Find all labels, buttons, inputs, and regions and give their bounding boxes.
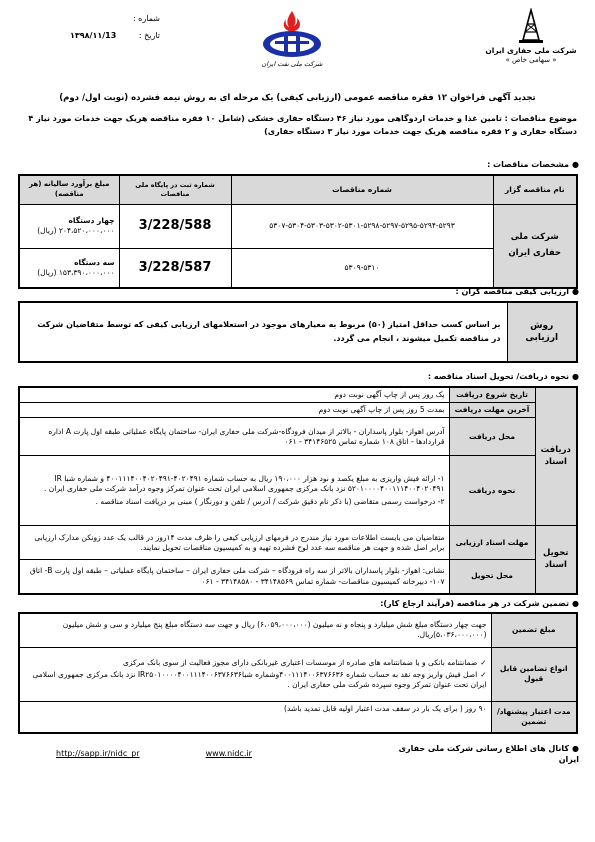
reg-num-1: 3/228/588 [119,204,231,248]
validity-value: ۹۰ روز ( برای یک بار در سقف مدت اعتبار اولیه قابل تمدید باشد) [19,701,491,733]
guarantee-types-label: انواع تضامین قابل قبول [491,647,577,701]
eval-deadline-value: متقاضیان می بایست اطلاعات مورد نیاز مندرج در فرمهای ارزیابی کیفی را ظرف مدت ۱۴روز در قالب یک عدد زونکن مدارک ارزیابی برابر اصل شده و جهت هر مناقصه سه عدد لوح فشرده تهیه و به کمیسیون مناقصات تحویل نمایند. [19,526,449,560]
tender-nums-2: ۵۳۰۹-۵۳۱۰ [231,248,493,288]
guarantee-amount-value: جهت چهار دستگاه مبلغ شش میلیارد و پنجاه و نه میلیون (۶،۰۵۹،۰۰۰،۰۰۰) ریال و جهت سه دستگاه مبلغ پنج میلیارد و سی و شش میلیون (۵،۰۳۶،۰۰۰،۰۰۰)ریال. [19,613,491,647]
rigs-1: چهار دستگاه [68,215,115,225]
docs-table [18,386,578,595]
guarantee-type-1: ✓ضمانتنامه بانکی و یا ضمانتنامه های صادره از موسسات اعتباری غیربانکی دارای مجوز فعالیت از سوی بانک مرکزی [122,657,487,667]
subject-label: موضوع مناقصات : [504,114,577,123]
guarantee-types-value [19,647,491,701]
method-value [19,456,449,526]
header-tender-nums: شماره مناقصات [231,175,493,204]
place-value: آدرس اهواز- بلوار پاسداران - بالاتر از میدان فرودگاه-شرکت ملی حفاری ایران- ساختمان پایگاه عملیاتی طبقه اول پارت A اداره قراردادها - اتاق ۱۰۸ شماره تماس ۳۴۱۴۶۵۲۵ - ۰۶۱ [19,418,449,456]
website-link[interactable]: www.nidc.ir [205,749,252,759]
company-type: « سهامی خاص » [505,56,557,65]
org-name: شرکت ملی حفاری ایران [493,204,577,288]
guarantee-table [18,612,578,734]
evaluation-text: بر اساس کسب حداقل امتیاز (۵۰) مربوط به معیارهای موجود در استعلامهای ارزیابی کیفی که توسط متقاضیان شرکت در مناقصه تکمیل میشوند ، انجام می گردد. [19,302,507,362]
deadline-label: آخرین مهلت دریافت [449,403,535,418]
number-label: شماره : [132,14,160,23]
deliver-place-label: محل تحویل [449,560,535,594]
company-name: شرکت ملی حفاری ایران [485,46,577,55]
deliver-place-value: نشانی: اهواز- بلوار پاسداران بالاتر از سه راه فرودگاه – شرکت ملی حفاری ایران – ساختمان پایگاه عملیاتی – طبقه اول پارت B- اتاق ۱۰۷- دبیرخانه کمیسیون مناقصات- شماره تماس ۳۴۱۴۸۵۶۹ - ۳۴۱۴۸۵۸۰ - ۰۶۱ [19,560,449,594]
place-label: محل دریافت [449,418,535,456]
guarantee-amount-label: مبلغ تضمین [491,613,577,647]
receive-group-label: دریافت اسناد [535,387,577,526]
subject-paragraph [18,113,577,139]
validity-label: مدت اعتبار پیشنهاد/ تضمین [491,701,577,733]
method-item-2: ۲- درخواست رسمی متقاضی (با ذکر نام دقیق شرکت / آدرس / تلفن و دورنگار ) مبنی بر دریافت اسناد مناقصه . [95,497,445,507]
deadline-value: بمدت 5 روز پس از چاپ آگهی نوبت دوم [19,403,449,418]
guarantee-type-2: ✓اصل فیش واریز وجه نقد به حساب شماره ۴۰۰۱۱۱۴۰۰۶۳۷۶۶۳۶وشماره شباIR۲۵۰۱۰۰۰۰۴۰۰۱۱۱۴۰۰۶۳۷۶۶۳۶ نزد بانک مرکزی جمهوری اسلامی ایران تحت عنوان تمرکز وجوه سپرده شرکت ملی حفاری ایران . [32,669,487,690]
check-icon: ✓ [480,657,487,667]
header-org: نام مناقصه گزار [493,175,577,204]
evaluation-table [18,301,578,363]
method-item-1: ۱- ارائه فیش واریزی به مبلغ یکصد و نود هزار ۱۹۰،۰۰۰ ریال به حساب شماره ۴۰۲۰۴۹۱-۴۰۰۱۱۱۴۰۰۴۰۲۰۴۹۱ و شماره شبا IR ۵۲۰۱۰۰۰۰۴۰۰۱۱۱۴۰۰۴۰۲۰۴۹۱ نزد بانک مرکزی جمهوری اسلامی ایران تحت عنوان تمرکز وجوه درآمد شرکت ملی حفاری ایران . [43,474,445,494]
docs-heading: ●نحوه دریافت/ تحویل اسناد مناقصه : [427,372,579,381]
date-label: تاریخ : [138,30,160,40]
subject-text: تامین غذا و خدمات اردوگاهی مورد نیاز ۴۶ دستگاه حفاری خشکی (شامل ۱۰ فقره مناقصه هریک جهت خدمات مورد نیاز ۴ دستگاه حفاری و ۲ فقره مناقصه هریک جهت خدمات مورد نیاز ۳ دستگاه حفاری) [28,114,577,136]
letter-meta [70,14,160,48]
reg-num-2: 3/228/587 [119,248,231,288]
specs-table [18,174,578,289]
evaluation-heading: ●ارزیابی کیفی مناقصه گران : [455,287,579,296]
amount-2: ۱۵۳،۳۹۰،۰۰۰،۰۰۰ (ریال) [37,267,115,277]
tender-nums-1: ۵۳۰۷-۵۳۰۴-۵۳۰۳-۵۳۰۲-۵۳۰۱-۵۲۹۸-۵۲۹۷-۵۲۹۵-۵۲۹۴-۵۲۹۳ [231,204,493,248]
nioc-caption: شرکت ملی نفت ایران [261,60,323,68]
channels-label: ●کانال های اطلاع رسانی شرکت ملی حفاری ایران [398,744,579,764]
budget-2 [19,248,119,288]
nidc-logo-block [481,8,581,66]
amount-1: ۲۰۴،۵۲۰،۰۰۰،۰۰۰ (ریال) [37,226,115,235]
start-label: تاریخ شروع دریافت [449,387,535,403]
date-value: ۱۳۹۸/۱۱/13 [70,30,117,40]
start-value: یک روز پس از چاپ آگهی نوبت دوم [19,387,449,403]
notice-title: تجدید آگهی فراخوان ۱۲ فقره مناقصه عمومی (ارزیابی کیفی) یک مرحله ای به روش نیمه فشرده (نوبت اول/ دوم) [59,93,536,103]
deliver-group-label: تحویل اسناد [535,526,577,594]
header-budget: مبلغ برآورد سالیانه (هر مناقصه) [19,175,119,204]
footer [56,744,579,766]
method-label: نحوه دریافت [449,456,535,526]
nioc-logo-block [242,8,342,69]
specs-heading: ●مشخصات مناقصات : [487,160,579,169]
nioc-flame-logo-icon [260,8,324,62]
eval-deadline-label: مهلت اسناد ارزیابی [449,526,535,560]
sapp-channel-link[interactable]: http://sapp.ir/nidc_pr [56,749,140,759]
guarantee-heading: ●تضمین شرکت در هر مناقصه (فرآیند ارجاع کار): [380,599,579,608]
evaluation-label: روش ارزیابی [507,302,577,362]
rigs-2: سه دستگاه [74,257,115,267]
check-icon: ✓ [480,669,487,679]
drilling-rig-logo-icon [513,8,549,44]
header-reg-num: شماره ثبت در پایگاه ملی مناقصات [119,175,231,204]
budget-1 [19,204,119,248]
